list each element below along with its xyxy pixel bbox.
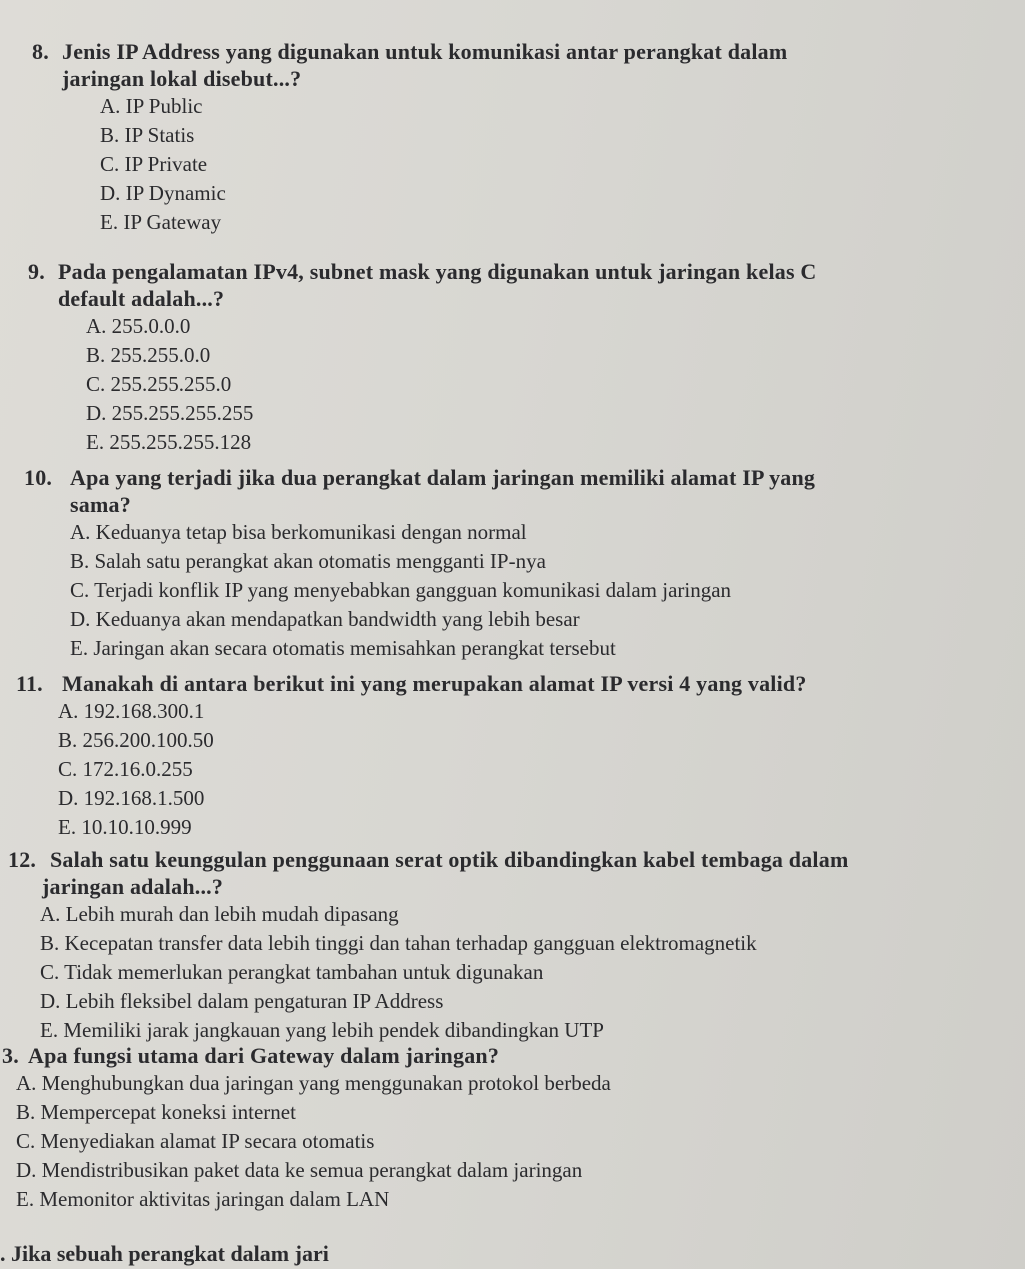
question-number: 8. <box>32 39 49 64</box>
stem-line: Pada pengalamatan IPv4, subnet mask yang digunakan untuk jaringan kelas C <box>58 259 817 284</box>
stem-line: sama? <box>70 492 131 517</box>
option-a: A. IP Public <box>100 94 203 118</box>
option-list <box>58 697 807 842</box>
option-a: A. Menghubungkan dua jaringan yang menggunakan protokol berbeda <box>16 1071 611 1095</box>
option-c: C. Menyediakan alamat IP secara otomatis <box>16 1129 375 1153</box>
option-list <box>70 518 815 663</box>
stem-line: Apa yang terjadi jika dua perangkat dalam jaringan memiliki alamat IP yang <box>70 465 816 490</box>
question-stem <box>8 846 848 900</box>
option-a: A. Lebih murah dan lebih mudah dipasang <box>40 902 399 926</box>
option-c: C. 172.16.0.255 <box>58 757 193 781</box>
option-b: B. Mempercepat koneksi internet <box>16 1100 296 1124</box>
question-stem <box>28 258 817 312</box>
option-e: E. 255.255.255.128 <box>86 430 252 454</box>
option-e: E. Jaringan akan secara otomatis memisahkan perangkat tersebut <box>70 636 616 660</box>
stem-line: jaringan adalah...? <box>42 874 224 899</box>
option-b: B. 256.200.100.50 <box>58 728 214 752</box>
option-e: E. 10.10.10.999 <box>58 815 192 839</box>
stem-line: Apa fungsi utama dari Gateway dalam jaringan? <box>28 1043 500 1068</box>
question-stem <box>24 464 815 518</box>
question-number: 3. <box>2 1043 19 1068</box>
option-e: E. Memiliki jarak jangkauan yang lebih pendek dibandingkan UTP <box>40 1018 604 1042</box>
option-d: D. IP Dynamic <box>100 181 226 205</box>
question-number: 9. <box>28 259 45 284</box>
option-d: D. 192.168.1.500 <box>58 786 205 810</box>
option-a: A. 255.0.0.0 <box>86 314 191 338</box>
option-a: A. 192.168.300.1 <box>58 699 205 723</box>
question-number: 12. <box>8 847 37 872</box>
question-9 <box>28 258 817 457</box>
question-12 <box>8 846 848 1045</box>
option-b: B. Kecepatan transfer data lebih tinggi dan tahan terhadap gangguan elektromagnetik <box>40 931 757 955</box>
option-list <box>40 900 848 1045</box>
option-b: B. Salah satu perangkat akan otomatis mengganti IP-nya <box>70 549 546 573</box>
stem-line: Jenis IP Address yang digunakan untuk komunikasi antar perangkat dalam <box>62 39 788 64</box>
option-c: C. IP Private <box>100 152 208 176</box>
option-list <box>86 312 817 457</box>
question-number: 10. <box>24 465 53 490</box>
option-e: E. IP Gateway <box>100 210 222 234</box>
stem-line: Salah satu keunggulan penggunaan serat optik dibandingkan kabel tembaga dalam <box>50 847 849 872</box>
option-b: B. IP Statis <box>100 123 195 147</box>
question-10 <box>24 464 815 663</box>
question-13 <box>2 1042 611 1214</box>
option-c: C. 255.255.255.0 <box>86 372 232 396</box>
option-d: D. Lebih fleksibel dalam pengaturan IP Address <box>40 989 444 1013</box>
question-stem <box>2 1042 611 1069</box>
question-8 <box>32 38 787 237</box>
cutoff-question-text: . Jika sebuah perangkat dalam jari <box>0 1241 329 1266</box>
option-list <box>100 92 787 237</box>
option-b: B. 255.255.0.0 <box>86 343 211 367</box>
stem-line: jaringan lokal disebut...? <box>62 66 302 91</box>
option-d: D. Keduanya akan mendapatkan bandwidth yang lebih besar <box>70 607 580 631</box>
option-e: E. Memonitor aktivitas jaringan dalam LAN <box>16 1187 390 1211</box>
stem-line: default adalah...? <box>58 286 225 311</box>
option-d: D. 255.255.255.255 <box>86 401 254 425</box>
option-list <box>16 1069 611 1214</box>
option-c: C. Terjadi konflik IP yang menyebabkan gangguan komunikasi dalam jaringan <box>70 578 732 602</box>
question-stem <box>16 670 807 697</box>
question-stem <box>32 38 787 92</box>
question-11 <box>16 670 807 842</box>
option-a: A. Keduanya tetap bisa berkomunikasi dengan normal <box>70 520 527 544</box>
question-number: 11. <box>16 671 43 696</box>
option-d: D. Mendistribusikan paket data ke semua perangkat dalam jaringan <box>16 1158 583 1182</box>
stem-line: Manakah di antara berikut ini yang merupakan alamat IP versi 4 yang valid? <box>62 671 807 696</box>
option-c: C. Tidak memerlukan perangkat tambahan untuk digunakan <box>40 960 544 984</box>
